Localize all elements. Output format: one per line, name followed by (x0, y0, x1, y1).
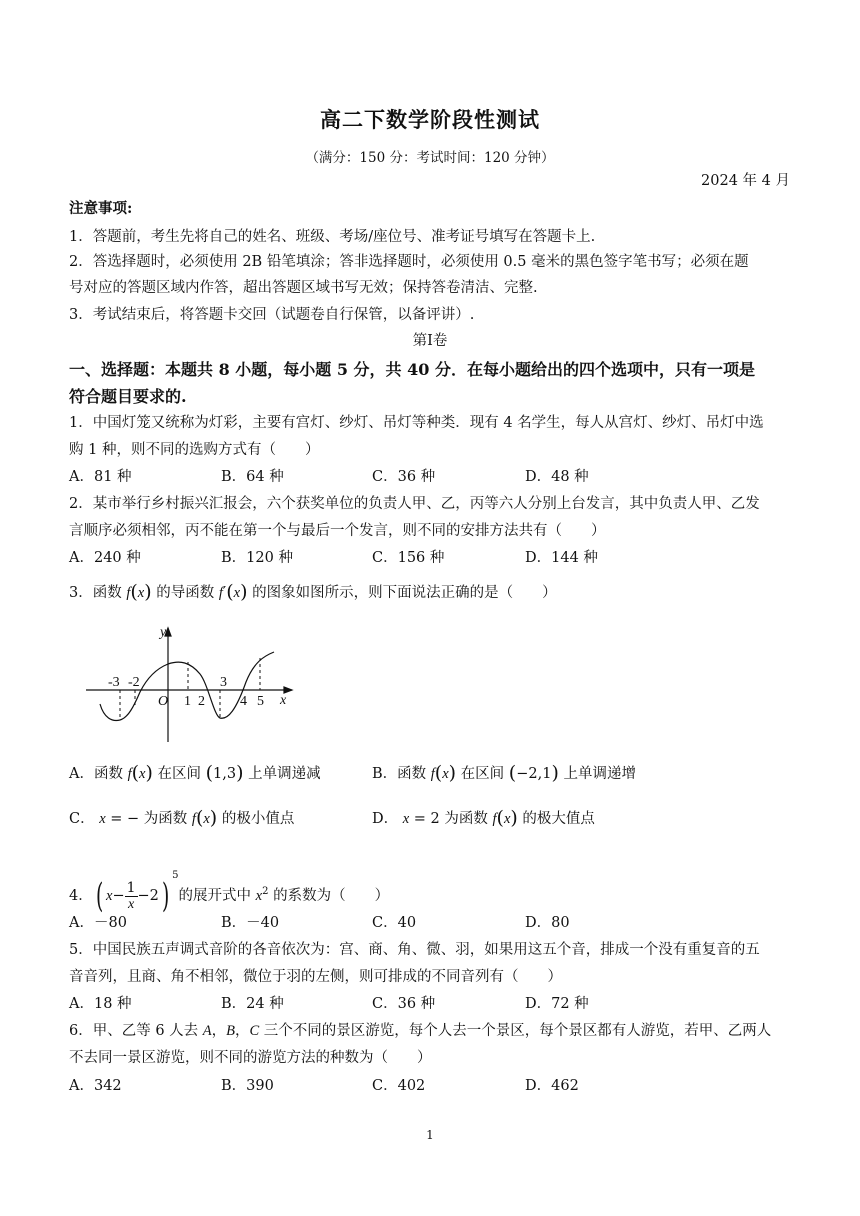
option-d: D．144 种 (525, 550, 598, 566)
option-a: A．81 种 (69, 469, 132, 485)
tick-3: 3 (220, 675, 227, 690)
derivative-curve (100, 652, 274, 720)
y-axis-label: y (160, 625, 167, 640)
option-b: B．－40 (221, 915, 280, 931)
option-b: B．函数 f(x) 在区间 (−2,1) 上单调递增 (372, 762, 636, 784)
tick-5: 5 (257, 694, 264, 709)
question-3-text: 3．函数 f(x) 的导函数 f′(x) 的图象如图所示，则下面说法正确的是（ ） (69, 581, 557, 603)
option-c: C． x = − 为函数 f(x) 的极小值点 (69, 807, 295, 829)
tick-minus-2: -2 (128, 675, 140, 690)
notice-item-1: 1．答题前，考生先将自己的姓名、班级、考场/座位号、准考证号填写在答题卡上. (69, 229, 596, 245)
option-d: D． x = 2 为函数 f(x) 的极大值点 (372, 807, 595, 829)
question-6-text-cont: 不去同一景区游览，则不同的游览方法的种数为（ ） (69, 1050, 432, 1066)
section-heading-cont: 符合题目要求的. (69, 387, 187, 406)
option-c: C．402 (372, 1078, 426, 1094)
option-d: D．80 (525, 915, 570, 931)
question-2-text-cont: 言顺序必须相邻，丙不能在第一个与最后一个发言，则不同的安排方法共有（ ） (69, 523, 606, 539)
exam-info: （满分：150 分：考试时间：120 分钟） (305, 150, 555, 166)
question-1-text-cont: 购 1 种，则不同的选购方式有（ ） (69, 442, 320, 458)
option-a: A．342 (69, 1078, 122, 1094)
question-5-text: 5．中国民族五声调式音阶的各音依次为：宫、商、角、微、羽，如果用这五个音，排成一个没有重复音的五 (69, 942, 760, 958)
option-a: A．函数 f(x) 在区间 (1,3) 上单调递减 (69, 762, 321, 784)
section-heading: 一、选择题：本题共 8 小题，每小题 5 分，共 40 分．在每小题给出的四个选项中，只有一项是 (69, 360, 755, 379)
notice-item-2-cont: 号对应的答题区域内作答，超出答题区域书写无效；保持答卷清洁、完整. (69, 280, 538, 296)
option-d: D．72 种 (525, 996, 589, 1012)
page-number: 1 (426, 1128, 434, 1142)
option-c: C．36 种 (372, 996, 436, 1012)
question-5-text-cont: 音音列，且商、角不相邻，微位于羽的左侧，则可排成的不同音列有（ ） (69, 969, 562, 985)
notice-heading: 注意事项: (69, 200, 133, 217)
question-1-text: 1．中国灯笼又统称为灯彩，主要有宫灯、纱灯、吊灯等种类．现有 4 名学生，每人从宫灯、纱灯、吊灯中选 (69, 415, 764, 431)
option-a: A．18 种 (69, 996, 132, 1012)
option-b: B．24 种 (221, 996, 284, 1012)
derivative-graph (82, 622, 302, 748)
tick-minus-3: -3 (108, 675, 120, 690)
notice-item-3: 3．考试结束后，将答题卡交回（试题卷自行保管，以备评讲）. (69, 307, 475, 323)
option-b: B．120 种 (221, 550, 293, 566)
option-c: C．36 种 (372, 469, 436, 485)
option-c: C．40 (372, 915, 417, 931)
question-4-text: 4．( x− $\frac{1}{x}$ −2)$^5$的展开式中 $x^2$ 的系数为（ ） (69, 870, 390, 916)
x-axis-label: x (280, 693, 287, 708)
question-6-text: 6．甲、乙等 6 人去 A，B，C 三个不同的景区游览，每个人去一个景区，每个景区都有人游览，若甲、乙两人 (69, 1023, 772, 1039)
tick-4: 4 (240, 694, 247, 709)
page-title: 高二下数学阶段性测试 (320, 107, 540, 132)
option-a: A．240 种 (69, 550, 141, 566)
tick-1: 1 (184, 694, 191, 709)
fraction: $\frac{1}{x}$ (126, 879, 136, 912)
notice-item-2: 2．答选择题时，必须使用 2B 铅笔填涂；答非选择题时，必须使用 0.5 毫米的黑色签字笔书写；必须在题 (69, 254, 749, 270)
exam-date: 2024 年 4 月 (701, 173, 790, 189)
option-b: B．64 种 (221, 469, 284, 485)
volume-label: 第Ⅰ卷 (412, 333, 448, 349)
option-a: A．－80 (69, 915, 127, 931)
option-b: B．390 (221, 1078, 274, 1094)
option-d: D．48 种 (525, 469, 589, 485)
question-2-text: 2．某市举行乡村振兴汇报会，六个获奖单位的负责人甲、乙，丙等六人分别上台发言，其中负责人甲、乙发 (69, 496, 760, 512)
tick-2: 2 (198, 694, 205, 709)
option-d: D．462 (525, 1078, 579, 1094)
option-c: C．156 种 (372, 550, 445, 566)
origin-label: O (158, 694, 169, 709)
